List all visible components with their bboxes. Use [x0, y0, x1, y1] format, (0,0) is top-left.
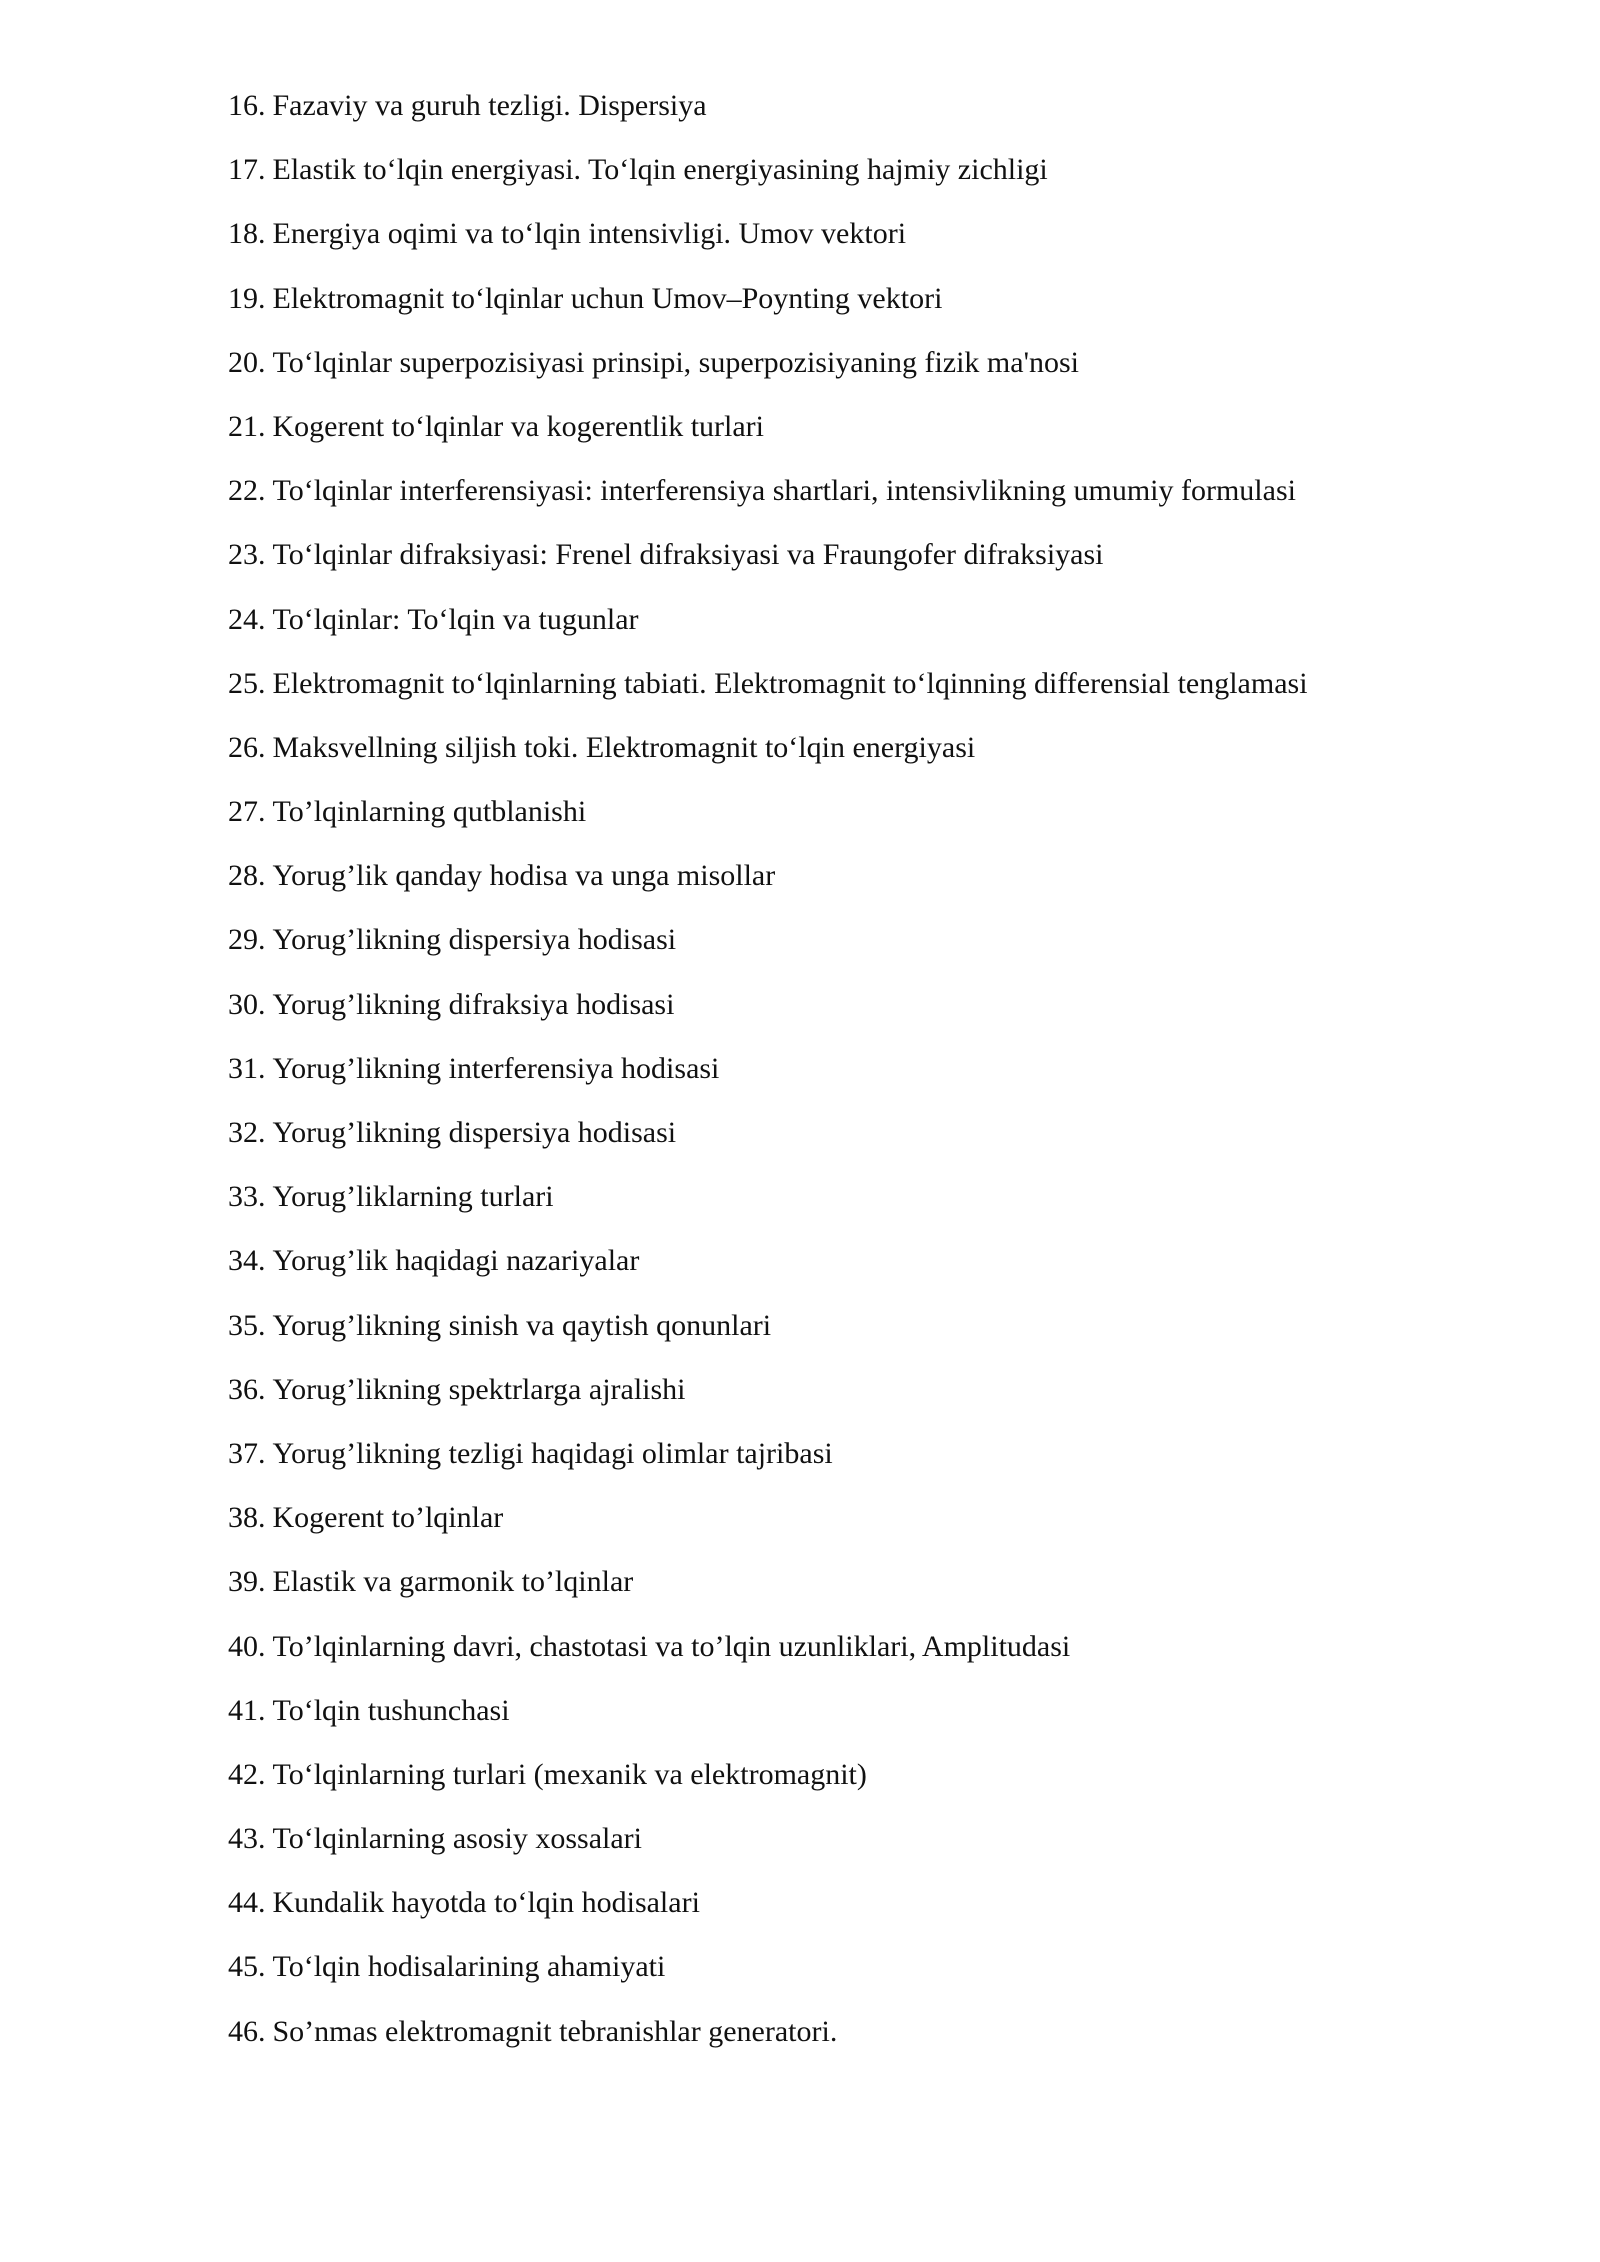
list-item — [228, 533, 1528, 597]
item-number: 29. — [228, 923, 266, 957]
item-text: Yorug’likning interferensiya hodisasi — [272, 1051, 720, 1085]
item-text: To‘lqin hodisalarining ahamiyati — [272, 1950, 666, 1984]
item-text: Yorug’liklarning turlari — [272, 1180, 554, 1214]
item-number: 37. — [228, 1436, 266, 1470]
item-text: Yorug’lik haqidagi nazariyalar — [272, 1244, 640, 1278]
item-text: To‘lqinlar difraksiyasi: Frenel difraksiyasi va Fraungofer difraksiyasi — [272, 538, 1104, 572]
item-text: Yorug’likning spektrlarga ajralishi — [272, 1372, 686, 1406]
item-text: Elektromagnit to‘lqinlarning tabiati. Elektromagnit to‘lqinning differensial tenglamasi — [272, 666, 1308, 700]
item-number: 39. — [228, 1565, 266, 1599]
item-number: 46. — [228, 2014, 266, 2048]
item-number: 31. — [228, 1051, 266, 1085]
list-item — [228, 790, 1528, 854]
item-number: 41. — [228, 1693, 266, 1727]
item-number: 18. — [228, 217, 266, 251]
item-text: To‘lqin tushunchasi — [272, 1693, 510, 1727]
item-number: 30. — [228, 987, 266, 1021]
item-number: 17. — [228, 153, 266, 187]
item-number: 34. — [228, 1244, 266, 1278]
list-item — [228, 405, 1528, 469]
item-text: To’lqinlarning qutblanishi — [272, 795, 587, 829]
list-item — [228, 1881, 1528, 1945]
topic-list — [228, 84, 1528, 2074]
list-item — [228, 1175, 1528, 1239]
item-number: 26. — [228, 730, 266, 764]
list-item — [228, 1625, 1528, 1689]
item-text: Yorug’likning dispersiya hodisasi — [272, 923, 677, 957]
item-number: 43. — [228, 1822, 266, 1856]
item-text: Kogerent to’lqinlar — [272, 1501, 504, 1535]
list-item — [228, 277, 1528, 341]
item-text: Yorug’likning difraksiya hodisasi — [272, 987, 675, 1021]
list-item — [228, 1304, 1528, 1368]
list-item — [228, 726, 1528, 790]
item-number: 42. — [228, 1757, 266, 1791]
list-item — [228, 1239, 1528, 1303]
item-number: 28. — [228, 859, 266, 893]
item-text: To‘lqinlar interferensiyasi: interferensiya shartlari, intensivlikning umumiy formulasi — [272, 474, 1296, 508]
item-number: 25. — [228, 666, 266, 700]
item-text: So’nmas elektromagnit tebranishlar generatori. — [272, 2014, 838, 2048]
item-number: 21. — [228, 409, 266, 443]
item-number: 44. — [228, 1886, 266, 1920]
item-number: 36. — [228, 1372, 266, 1406]
item-number: 40. — [228, 1629, 266, 1663]
list-item — [228, 1496, 1528, 1560]
list-item — [228, 662, 1528, 726]
item-number: 16. — [228, 89, 266, 122]
item-text: Kundalik hayotda to‘lqin hodisalari — [272, 1886, 700, 1920]
list-item — [228, 1753, 1528, 1817]
item-text: To‘lqinlar: To‘lqin va tugunlar — [272, 602, 639, 636]
list-item — [228, 1689, 1528, 1753]
item-number: 23. — [228, 538, 266, 572]
item-text: Elastik va garmonik to’lqinlar — [272, 1565, 634, 1599]
list-item — [228, 341, 1528, 405]
item-number: 33. — [228, 1180, 266, 1214]
item-text: Yorug’likning dispersiya hodisasi — [272, 1116, 677, 1149]
item-number: 22. — [228, 474, 266, 508]
item-text: Elastik to‘lqin energiyasi. To‘lqin energiyasining hajmiy zichligi — [272, 153, 1048, 187]
item-number: 35. — [228, 1308, 266, 1342]
list-item — [228, 212, 1528, 276]
item-number: 45. — [228, 1950, 266, 1984]
list-item — [228, 469, 1528, 533]
item-text: Kogerent to‘lqinlar va kogerentlik turlari — [272, 409, 764, 443]
list-item — [228, 1945, 1528, 2009]
item-text: Yorug’likning tezligi haqidagi olimlar tajribasi — [272, 1436, 833, 1470]
list-item — [228, 148, 1528, 212]
item-number: 27. — [228, 795, 266, 829]
list-item — [228, 598, 1528, 662]
list-item — [228, 2010, 1528, 2074]
list-item — [228, 1111, 1528, 1175]
list-item — [228, 1432, 1528, 1496]
item-number: 19. — [228, 281, 266, 315]
list-item — [228, 1368, 1528, 1432]
list-item — [228, 983, 1528, 1047]
list-item — [228, 84, 1528, 148]
list-item — [228, 1560, 1528, 1624]
item-text: To‘lqinlarning turlari (mexanik va elektromagnit) — [272, 1757, 867, 1791]
list-item — [228, 918, 1528, 982]
item-text: Fazaviy va guruh tezligi. Dispersiya — [272, 89, 707, 122]
item-number: 38. — [228, 1501, 266, 1535]
list-item — [228, 1817, 1528, 1881]
list-item — [228, 1047, 1528, 1111]
item-text: Energiya oqimi va to‘lqin intensivligi. Umov vektori — [272, 217, 907, 251]
item-text: Yorug’lik qanday hodisa va unga misollar — [272, 859, 776, 893]
item-number: 24. — [228, 602, 266, 636]
item-text: To‘lqinlarning asosiy xossalari — [272, 1822, 643, 1856]
item-text: To’lqinlarning davri, chastotasi va to’lqin uzunliklari, Amplitudasi — [272, 1629, 1071, 1663]
list-item — [228, 854, 1528, 918]
item-number: 32. — [228, 1116, 266, 1149]
item-text: To‘lqinlar superpozisiyasi prinsipi, superpozisiyaning fizik ma'nosi — [272, 345, 1079, 379]
item-text: Yorug’likning sinish va qaytish qonunlari — [272, 1308, 772, 1342]
item-text: Elektromagnit to‘lqinlar uchun Umov–Poynting vektori — [272, 281, 943, 315]
item-number: 20. — [228, 345, 266, 379]
item-text: Maksvellning siljish toki. Elektromagnit to‘lqin energiyasi — [272, 730, 976, 764]
